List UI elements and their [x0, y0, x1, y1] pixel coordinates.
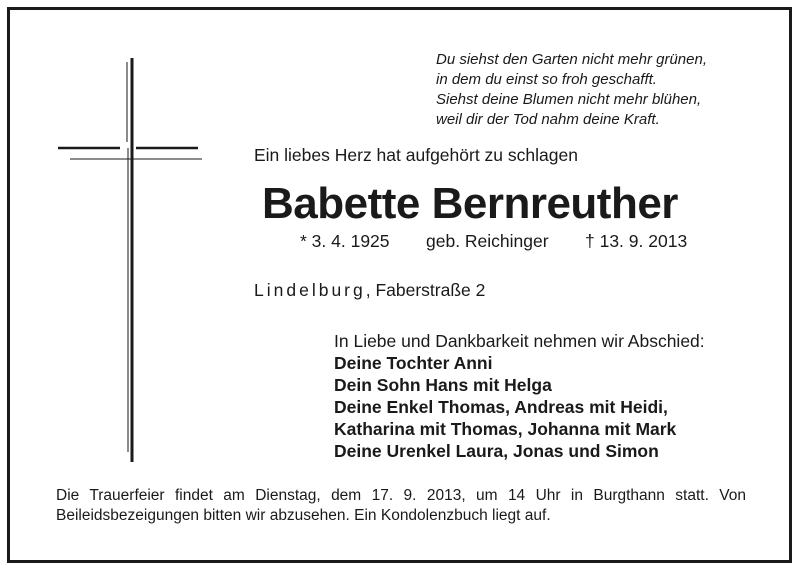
birth-date: * 3. 4. 1925 — [300, 231, 390, 251]
death-date: † 13. 9. 2013 — [585, 231, 688, 251]
poem-line: Siehst deine Blumen nicht mehr blühen, — [436, 91, 702, 108]
mourner-line: Deine Tochter Anni — [334, 353, 493, 373]
intro-text: Ein liebes Herz hat aufgehört zu schlagen — [254, 145, 578, 165]
mourners-intro: In Liebe und Dankbarkeit nehmen wir Abschied: — [334, 331, 705, 351]
poem-line: in dem du einst so froh geschafft. — [436, 71, 657, 88]
mourner-line: Deine Urenkel Laura, Jonas und Simon — [334, 441, 659, 461]
street-address: , Faberstraße 2 — [365, 280, 486, 300]
maiden-name: geb. Reichinger — [426, 231, 549, 251]
deceased-name: Babette Bernreuther — [262, 179, 678, 228]
poem — [436, 50, 776, 130]
mourner-line: Dein Sohn Hans mit Helga — [334, 375, 552, 395]
mourner-line: Deine Enkel Thomas, Andreas mit Heidi, — [334, 397, 668, 417]
mourner-line: Katharina mit Thomas, Johanna mit Mark — [334, 419, 677, 439]
town-name: Lindelburg — [254, 280, 366, 300]
poem-line: weil dir der Tod nahm deine Kraft. — [436, 111, 660, 128]
funeral-info: Die Trauerfeier findet am Dienstag, dem 17. 9. 2013, um 14 Uhr in Burgthann statt. Von Beileidsbezeigungen bitten wir abzusehen. Ein Kondolenzbuch liegt auf. — [56, 487, 746, 524]
address — [254, 280, 485, 301]
poem-line: Du siehst den Garten nicht mehr grünen, — [436, 51, 707, 68]
mourners-block — [334, 330, 705, 462]
cross-icon — [48, 52, 208, 472]
